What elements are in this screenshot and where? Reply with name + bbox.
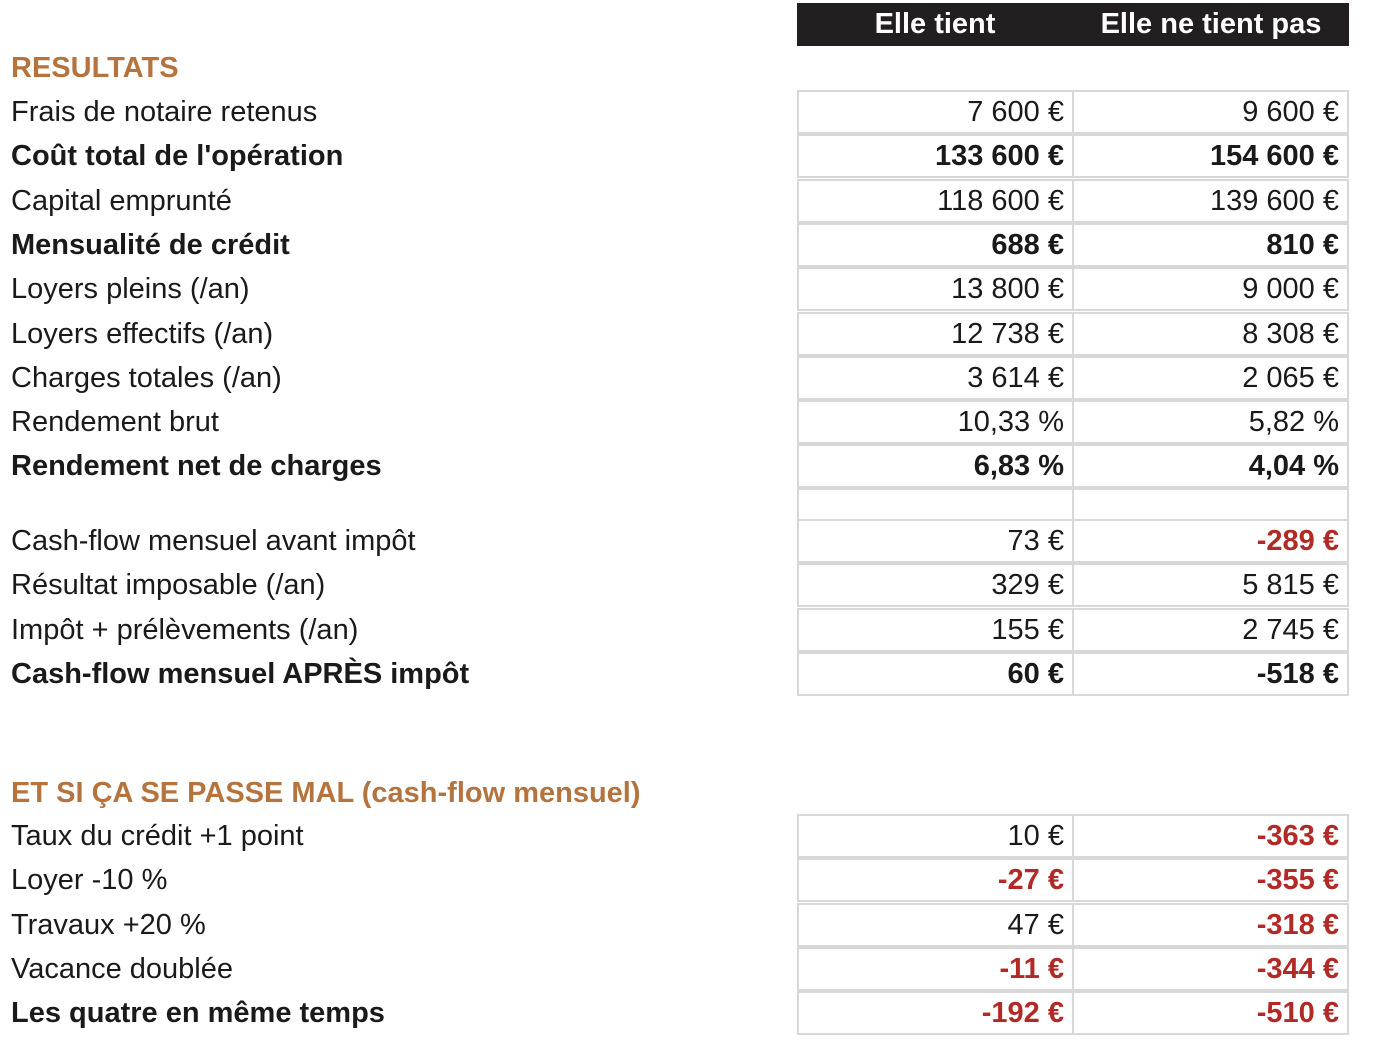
value-cell-elle-tient: 133 600 € xyxy=(797,134,1074,178)
row-label: Loyers effectifs (/an) xyxy=(11,318,274,350)
row-label: Taux du crédit +1 point xyxy=(11,820,304,852)
row-label: Loyers pleins (/an) xyxy=(11,273,250,305)
row-label: Mensualité de crédit xyxy=(11,229,290,261)
row-label: Travaux +20 % xyxy=(11,909,206,941)
value-cell-elle-ne-tient-pas: 9 600 € xyxy=(1072,90,1349,134)
row-label: Rendement brut xyxy=(11,406,219,438)
value-cell-elle-tient: 118 600 € xyxy=(797,179,1074,223)
row-label: Loyer -10 % xyxy=(11,864,168,896)
value-cell-elle-tient: 688 € xyxy=(797,223,1074,267)
row-label: Capital emprunté xyxy=(11,185,232,217)
row-label: Les quatre en même temps xyxy=(11,997,385,1029)
value-cell-elle-ne-tient-pas: -289 € xyxy=(1072,519,1349,563)
spacer-cell xyxy=(797,488,1074,521)
value-cell-elle-tient: 10 € xyxy=(797,814,1074,858)
value-cell-elle-tient: 6,83 % xyxy=(797,444,1074,488)
value-cell-elle-ne-tient-pas: 5,82 % xyxy=(1072,400,1349,444)
row-label: Impôt + prélèvements (/an) xyxy=(11,614,359,646)
column-header-elle-ne-tient-pas: Elle ne tient pas xyxy=(1100,8,1322,40)
value-cell-elle-ne-tient-pas: 139 600 € xyxy=(1072,179,1349,223)
row-label: Coût total de l'opération xyxy=(11,140,344,172)
value-cell-elle-ne-tient-pas: 4,04 % xyxy=(1072,444,1349,488)
stress-section-title: ET SI ÇA SE PASSE MAL (cash-flow mensuel) xyxy=(11,777,641,809)
column-header-bar xyxy=(797,3,1349,46)
value-cell-elle-tient: 47 € xyxy=(797,903,1074,947)
results-section-title: RESULTATS xyxy=(11,52,179,84)
value-cell-elle-tient: -192 € xyxy=(797,991,1074,1035)
row-label: Frais de notaire retenus xyxy=(11,96,318,128)
value-cell-elle-ne-tient-pas: -510 € xyxy=(1072,991,1349,1035)
row-label: Vacance doublée xyxy=(11,953,233,985)
value-cell-elle-tient: 329 € xyxy=(797,563,1074,607)
value-cell-elle-ne-tient-pas: 5 815 € xyxy=(1072,563,1349,607)
value-cell-elle-tient: 155 € xyxy=(797,608,1074,652)
value-cell-elle-tient: -27 € xyxy=(797,858,1074,902)
value-cell-elle-tient: 60 € xyxy=(797,652,1074,696)
value-cell-elle-tient: 7 600 € xyxy=(797,90,1074,134)
value-cell-elle-ne-tient-pas: -363 € xyxy=(1072,814,1349,858)
value-cell-elle-tient: 12 738 € xyxy=(797,312,1074,356)
value-cell-elle-ne-tient-pas: -518 € xyxy=(1072,652,1349,696)
spacer-cell xyxy=(1072,488,1349,521)
value-cell-elle-ne-tient-pas: 8 308 € xyxy=(1072,312,1349,356)
value-cell-elle-tient: 13 800 € xyxy=(797,267,1074,311)
value-cell-elle-ne-tient-pas: 9 000 € xyxy=(1072,267,1349,311)
column-header-elle-tient: Elle tient xyxy=(874,8,996,40)
row-label: Cash-flow mensuel APRÈS impôt xyxy=(11,658,470,690)
value-cell-elle-ne-tient-pas: -318 € xyxy=(1072,903,1349,947)
row-label: Résultat imposable (/an) xyxy=(11,569,326,601)
value-cell-elle-tient: 3 614 € xyxy=(797,356,1074,400)
value-cell-elle-ne-tient-pas: -344 € xyxy=(1072,947,1349,991)
row-label: Charges totales (/an) xyxy=(11,362,282,394)
value-cell-elle-tient: 73 € xyxy=(797,519,1074,563)
row-label: Rendement net de charges xyxy=(11,450,382,482)
value-cell-elle-tient: 10,33 % xyxy=(797,400,1074,444)
value-cell-elle-ne-tient-pas: -355 € xyxy=(1072,858,1349,902)
row-label: Cash-flow mensuel avant impôt xyxy=(11,525,416,557)
value-cell-elle-ne-tient-pas: 2 065 € xyxy=(1072,356,1349,400)
value-cell-elle-ne-tient-pas: 810 € xyxy=(1072,223,1349,267)
value-cell-elle-ne-tient-pas: 154 600 € xyxy=(1072,134,1349,178)
value-cell-elle-ne-tient-pas: 2 745 € xyxy=(1072,608,1349,652)
value-cell-elle-tient: -11 € xyxy=(797,947,1074,991)
